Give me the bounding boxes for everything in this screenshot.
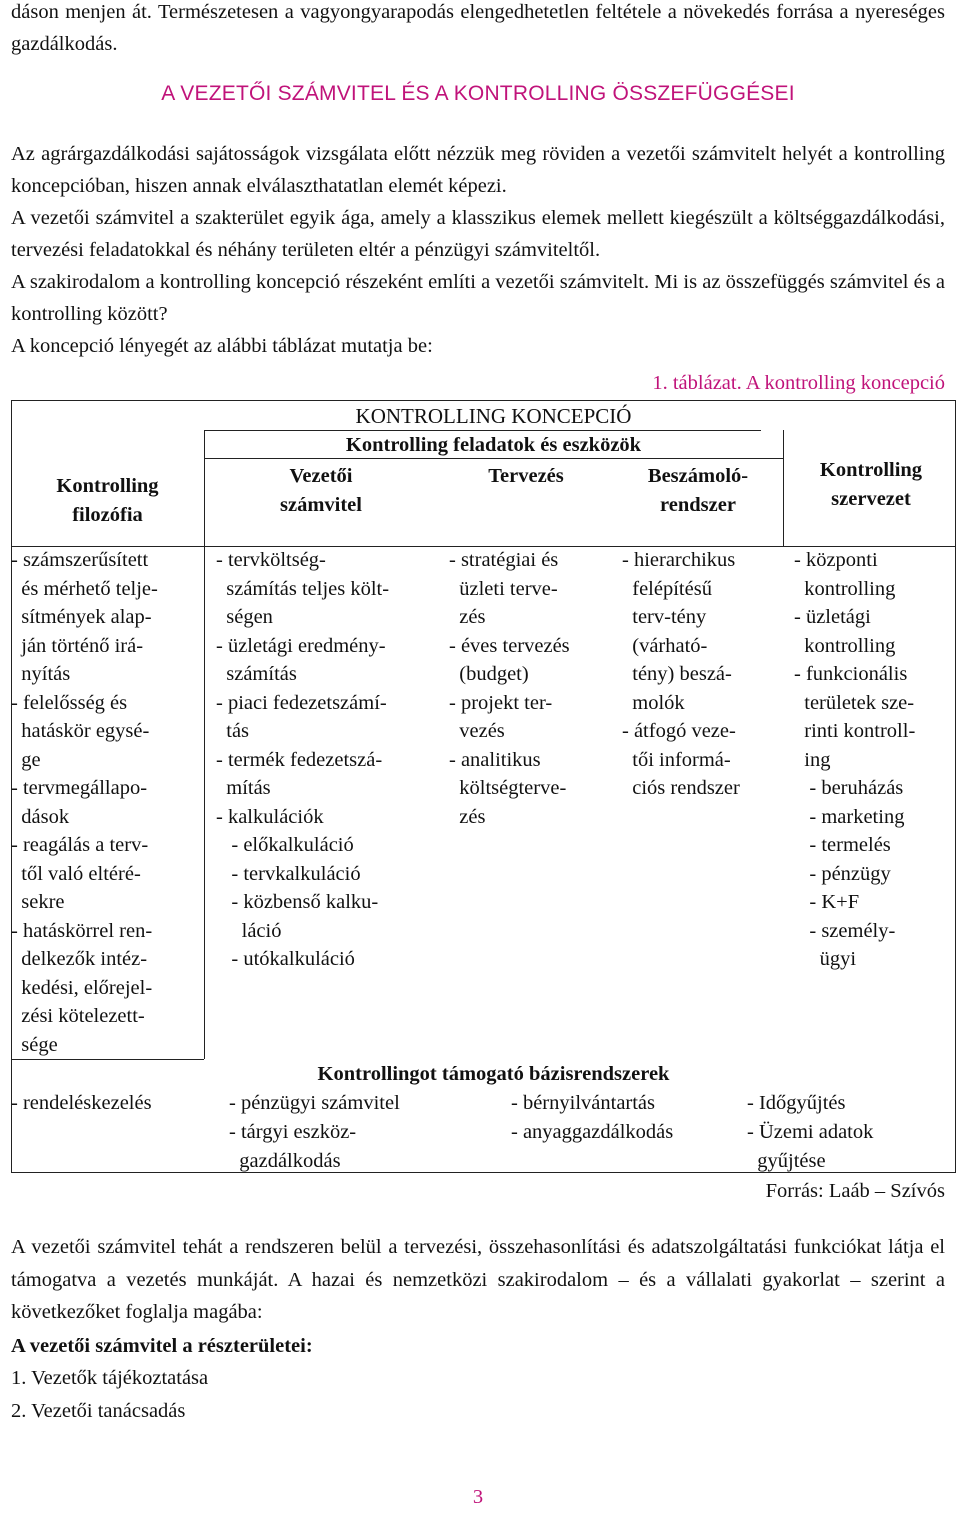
tasks-header: Kontrolling feladatok és eszközök (345, 434, 642, 456)
base-system-3: - bérnyilvántartás - anyaggazdálkodás (511, 1092, 674, 1143)
header-organization: Kontrolling szervezet (819, 459, 923, 510)
table-caption: 1. táblázat. A kontrolling koncepció (652, 372, 945, 394)
table-title: KONTROLLING KONCEPCIÓ (355, 404, 632, 428)
rule-col1 (204, 546, 205, 1059)
paragraph-3: A szakirodalom a kontrolling koncepció részeként említi a vezetői számvitelt. Mi is az összefüggés számvitel és a kontrolling között? (11, 271, 945, 325)
base-systems-header: Kontrollingot támogató bázisrendszerek (317, 1063, 670, 1085)
rule-col1-bottom (11, 1059, 204, 1060)
base-system-1: - rendeléskezelés (11, 1092, 152, 1114)
header-reporting: Beszámoló-rendszer (647, 465, 749, 516)
header-planning: Tervezés (488, 465, 564, 487)
organization-list: - központi kontrolling - üzletági kontrolling - funkcionális területek sze- rinti kontroll- ing - beruházás - marketing - termelés - pénzügy - K+F - személy- ügyi (794, 549, 916, 970)
section-heading: A VEZETŐI SZÁMVITEL ÉS A KONTROLLING ÖSSZEFÜGGÉSEI (161, 82, 795, 105)
subsection-heading: A vezetői számvitel a részterületei: (11, 1335, 313, 1357)
list-item: 1. Vezetők tájékoztatása (11, 1367, 209, 1389)
rule-under-tasks (204, 458, 783, 459)
paragraph-1: Az agrárgazdálkodási sajátosságok vizsgálata előtt nézzük meg röviden a vezetői számvitelt helyét a kontrolling koncepcióban, hiszen annak elválaszthatatlan elemét képezi. (11, 143, 945, 197)
header-philosophy: Kontrolling filozófia (56, 475, 159, 526)
paragraph-4: A koncepció lényegét az alábbi táblázat mutatja be: (11, 335, 433, 357)
header-accounting: Vezetői számvitel (280, 465, 362, 516)
base-system-2: - pénzügyi számvitel - tárgyi eszköz- gazdálkodás (229, 1092, 400, 1172)
body-text (11, 138, 945, 362)
philosophy-list: - számszerűsített és mérhető telje- sítmények alap- ján történő irá- nyítás - felelősség és hatáskör egysé- ge - tervmegállapo- dások - reagálás a terv- től való eltéré- sekre - hatáskörrel ren- delkezők intéz- kedési, előrejel- zési kötelezett- sége (11, 549, 158, 1056)
numbered-list (11, 1362, 208, 1428)
reporting-list: - hierarchikus felépítésű terv-tény (várható- tény) beszá- molók - átfogó veze- tői informá- ciós rendszer (622, 549, 740, 799)
table-border-right (955, 400, 956, 1173)
rule-right-tasks (783, 430, 784, 546)
table-source: Forrás: Laáb – Szívós (765, 1180, 945, 1202)
list-item: 2. Vezetői tanácsadás (11, 1400, 186, 1422)
intro-paragraph: dáson menjen át. Természetesen a vagyongyarapodás elengedhetetlen feltétele a növekedés forrása a nyereséges gazdálkodás. (11, 1, 945, 55)
page-number: 3 (472, 1486, 484, 1508)
accounting-list: - tervköltség- számítás teljes költ- ségen - üzletági eredmény- számítás - piaci fedezetszámí- tás - termék fedezetszá- mítás - kalkulációk - előkalkuláció - tervkalkuláció - közbenső kalku- láció - utókalkuláció (216, 549, 390, 970)
paragraph-2: A vezetői számvitel a szakterület egyik ága, amely a klasszikus elemek mellett kiegészült a költséggazdálkodási, tervezési feladatokkal és néhány területen eltér a pénzügyi számviteltől. (11, 207, 945, 261)
controlling-concept-table (11, 400, 956, 1175)
closing-paragraph: A vezetői számvitel tehát a rendszeren belül a tervezési, összehasonlítási és adatszolgáltatási funkciókat látja el támogatva a vezetés munkáját. A hazai és nemzetközi szakirodalom – és a vállalati gyakorlat – szerint a következőket foglalja magába: (11, 1236, 945, 1323)
planning-list: - stratégiai és üzleti terve- zés - éves tervezés (budget) - projekt ter- vezés - analitikus költségterve- zés (449, 549, 570, 828)
base-system-4: - Időgyűjtés - Üzemi adatok gyűjtése (747, 1092, 874, 1172)
